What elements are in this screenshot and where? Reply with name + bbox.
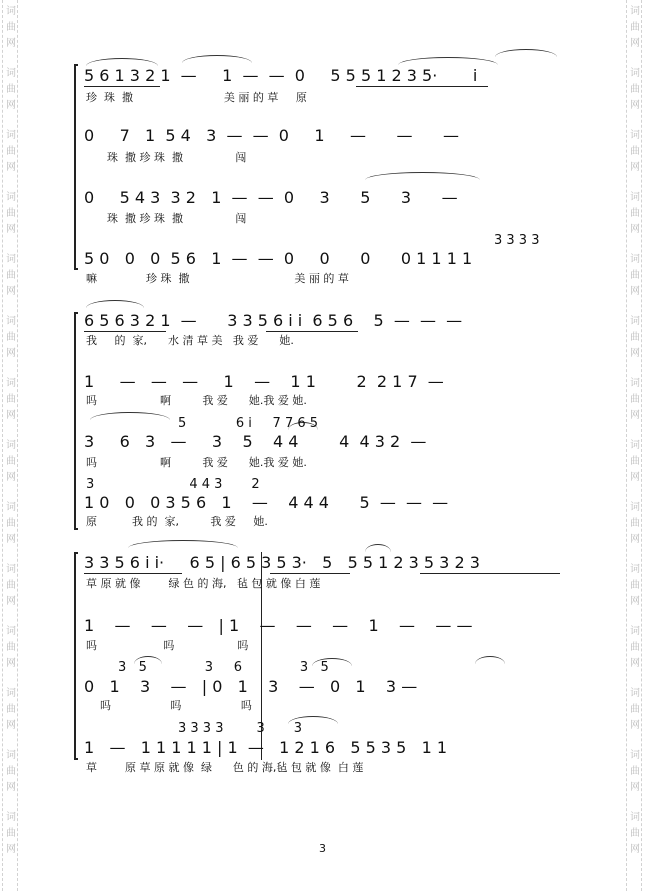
system-1-part-2-notes: 0 7 1 5 4 3 — — 0 1 — — — — [84, 126, 460, 145]
system-1-bracket — [74, 64, 78, 270]
slur — [90, 412, 170, 420]
watermark-text: 词 曲 网 — [6, 564, 16, 607]
watermark-text: 词 曲 网 — [630, 130, 640, 173]
beam-underline — [356, 86, 488, 87]
watermark-text: 词 曲 网 — [630, 564, 640, 607]
watermark-text: 词 曲 网 — [6, 812, 16, 855]
system-3-part-4-notes: 1 — 1 1 1 1 1 | 1 — 1 2 1 6 5 5 3 5 1 1 — [84, 738, 448, 757]
slur — [495, 49, 557, 57]
system-2-melody-lyrics: 我 的 家, 水 清 草 美 我 爱 她. — [86, 334, 294, 347]
watermark-text: 词 曲 网 — [6, 316, 16, 359]
system-2-part-3-lyrics: 吗 啊 我 爱 她.我 爱 她. — [86, 456, 307, 469]
right-watermark-strip — [626, 0, 642, 891]
system-2-part-4-notes: 1 0 0 0 3 5 6 1 — 4 4 4 5 — — — — [84, 493, 449, 512]
system-2-part-4-upper-notes: 3 4 4 3 2 — [86, 477, 260, 492]
system-2-part-2-notes: 1 — — — 1 — 1 1 2 2 1 7 — — [84, 372, 444, 391]
watermark-text: 词 曲 网 — [6, 6, 16, 49]
system-3-part-3-upper-notes: 3 5 3 6 3 5 — [118, 660, 329, 675]
beam-underline — [270, 573, 350, 574]
system-1-part-4-upper-notes: 3 3 3 3 — [494, 233, 540, 248]
watermark-text: 词 曲 网 — [6, 626, 16, 669]
watermark-text: 词 曲 网 — [6, 192, 16, 235]
watermark-text: 词 曲 网 — [630, 626, 640, 669]
system-3-part-2-notes: 1 — — — | 1 — — — 1 — — — — [84, 616, 473, 635]
watermark-text: 词 曲 网 — [630, 812, 640, 855]
system-1-part-2-lyrics: 珠 撒 珍 珠 撒 闯 — [86, 151, 247, 164]
watermark-text: 词 曲 网 — [6, 750, 16, 793]
watermark-text: 词 曲 网 — [6, 502, 16, 545]
system-3-melody-notes: 3 3 5 6 i i· 6 5 | 6 5 3 5 3· 5 5 5 1 2 3 5 3 2 3 — [84, 553, 480, 572]
watermark-text: 词 曲 网 — [630, 192, 640, 235]
system-3-part-4-upper-notes: 3 3 3 3 3 3 — [178, 721, 303, 736]
watermark-text: 词 曲 网 — [6, 440, 16, 483]
beam-underline — [84, 573, 182, 574]
slur — [86, 58, 158, 66]
watermark-text: 词 曲 网 — [630, 316, 640, 359]
system-2-part-3-upper-notes: 5 6 i 7 7 6 5 — [178, 416, 319, 431]
slur — [86, 300, 144, 308]
system-2-melody-notes: 6 5 6 3 2 1 — 3 3 5 6 i i 6 5 6 5 — — — — [84, 311, 463, 330]
left-watermark-strip — [2, 0, 18, 891]
page-number: 3 — [319, 842, 326, 855]
beam-underline — [266, 331, 358, 332]
system-1-melody-notes: 5 6 1 3 2 1 — 1 — — 0 5 5 5 1 2 3 5· i — [84, 66, 478, 85]
slur — [365, 544, 391, 552]
watermark-text: 词 曲 网 — [6, 254, 16, 297]
system-2-part-4-lyrics: 原 我 的 家, 我 爱 她. — [86, 515, 268, 528]
system-3-part-2-lyrics: 吗 吗 吗 — [86, 639, 249, 652]
system-2-part-2-lyrics: 吗 啊 我 爱 她.我 爱 她. — [86, 394, 307, 407]
watermark-text: 词 曲 网 — [6, 378, 16, 421]
watermark-text: 词 曲 网 — [630, 378, 640, 421]
watermark-text: 词 曲 网 — [630, 440, 640, 483]
slur — [182, 55, 252, 63]
system-3-part-3-notes: 0 1 3 — | 0 1 3 — 0 1 3 — — [84, 677, 418, 696]
beam-underline — [84, 86, 160, 87]
system-1-part-4-lyrics: 嘛 珍 珠 撒 美 丽 的 草 — [86, 272, 349, 285]
system-3-part-4-lyrics: 草 原 草 原 就 像 绿 色 的 海,毡 包 就 像 白 莲 — [86, 761, 364, 774]
slur — [475, 656, 505, 664]
watermark-text: 词 曲 网 — [630, 254, 640, 297]
system-1-part-3-notes: 0 5 4 3 3 2 1 — — 0 3 5 3 — — [84, 188, 458, 207]
system-2-bracket — [74, 312, 78, 530]
system-3-melody-lyrics: 草 原 就 像 绿 色 的 海, 毡 包 就 像 白 莲 — [86, 577, 321, 590]
slur — [398, 57, 498, 65]
watermark-text: 词 曲 网 — [630, 68, 640, 111]
system-2-part-3-notes: 3 6 3 — 3 5 4 4 4 4 3 2 — — [84, 432, 427, 451]
watermark-text: 词 曲 网 — [630, 502, 640, 545]
watermark-text: 词 曲 网 — [6, 68, 16, 111]
system-1-part-3-lyrics: 珠 撒 珍 珠 撒 闯 — [86, 212, 247, 225]
system-1-melody-lyrics: 珍 珠 撒 美 丽 的 草 原 — [86, 91, 307, 104]
beam-underline — [84, 331, 166, 332]
watermark-text: 词 曲 网 — [630, 688, 640, 731]
system-1-part-4-notes: 5 0 0 0 5 6 1 — — 0 0 0 0 1 1 1 1 — [84, 249, 473, 268]
system-3-bracket — [74, 552, 78, 760]
slur — [128, 540, 238, 548]
system-3-part-3-lyrics: 吗 吗 吗 — [86, 699, 252, 712]
watermark-text: 词 曲 网 — [630, 6, 640, 49]
slur — [365, 172, 480, 180]
watermark-text: 词 曲 网 — [630, 750, 640, 793]
watermark-text: 词 曲 网 — [6, 130, 16, 173]
watermark-text: 词 曲 网 — [6, 688, 16, 731]
beam-underline — [420, 573, 560, 574]
